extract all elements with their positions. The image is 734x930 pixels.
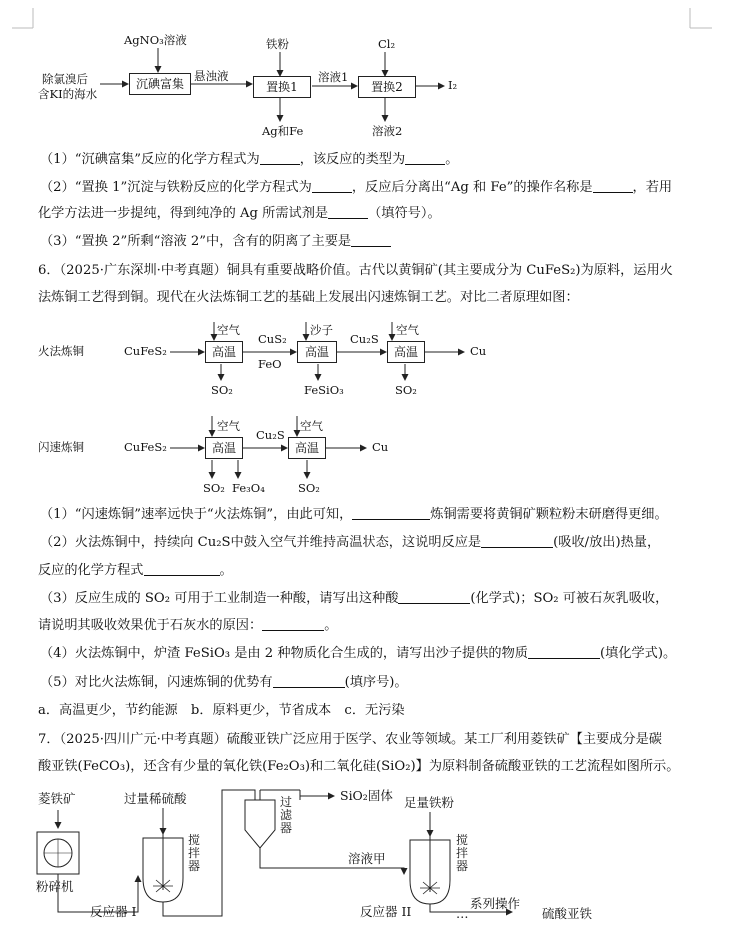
acid-label: 过量稀硫酸: [124, 791, 187, 806]
flash-method-label: 闪速炼铜: [38, 440, 84, 454]
so2-fire-2: SO₂: [395, 383, 417, 397]
stirrer-2-label: 搅拌器: [456, 833, 469, 873]
q7-intro-1: 7．（2025·四川广元·中考真题）硫酸亚铁广泛应用于医学、农业等领域。某工厂利用菱铁矿【主要成分是碳: [38, 732, 662, 747]
solution2-label: 溶液2: [372, 124, 403, 138]
box-iodine-enrich: 沉碘富集: [129, 73, 191, 95]
cu-flash: Cu: [372, 440, 389, 454]
cu2s-fire: Cu₂S: [350, 332, 379, 346]
q6-part1: （1）“闪速炼铜”速率远快于“火法炼铜”，由此可知， 炼铜需要将黄铜矿颗粒粉末研磨得更细。: [40, 507, 668, 522]
q5-part1: （1）“沉碘富集”反应的化学方程式为 ，该反应的类型为 。: [40, 152, 459, 167]
cufes2-flash: CuFeS₂: [124, 440, 167, 454]
fesio3-label: FeSiO₃: [304, 383, 344, 397]
box-replace2: 置换2: [358, 76, 416, 98]
furnace-flash-1: 高温: [205, 437, 243, 459]
air-4: 空气: [300, 419, 323, 433]
arrow1-label: 悬浊液: [194, 69, 229, 83]
q5-part2-cont: 化学方法进一步提纯，得到纯净的 Ag 所需试剂是 （填符号）。: [38, 206, 441, 221]
crusher-label: 粉碎机: [36, 879, 74, 894]
reactor-2-label: 反应器 II: [360, 904, 412, 919]
feo-label: FeO: [258, 357, 282, 371]
sio2-solid-label: SiO₂固体: [340, 788, 393, 803]
reactor-1-label: 反应器 I: [90, 904, 137, 919]
input-line2: 含KI的海水: [38, 87, 98, 101]
furnace-fire-2: 高温: [297, 341, 337, 363]
cu2s-flash: Cu₂S: [256, 428, 285, 442]
cl2-label: Cl₂: [378, 37, 396, 51]
arrow2-label: 溶液1: [318, 70, 349, 84]
cufes2-fire: CuFeS₂: [124, 344, 167, 358]
furnace-flash-2: 高温: [288, 437, 326, 459]
q6-part2: （2）火法炼铜中，持续向 Cu₂S中鼓入空气并维持高温状态，这说明反应是 (吸收/放出)热量，: [40, 535, 661, 550]
air-3: 空气: [217, 419, 240, 433]
ag-fe-label: Ag和Fe: [262, 124, 304, 138]
agno3-label: AgNO₃溶液: [124, 33, 187, 47]
cu-fire: Cu: [470, 344, 487, 358]
dots-label: …: [456, 906, 469, 921]
i2-label: I₂: [448, 78, 458, 92]
iron-powder-q7: 足量铁粉: [404, 795, 455, 810]
q5-part2: （2）“置换 1”沉淀与铁粉反应的化学方程式为 ，反应后分离出“Ag 和 Fe”的操作名称是 ，若用: [40, 180, 673, 195]
box-replace1: 置换1: [253, 76, 311, 98]
q6-intro-2: 法炼铜工艺得到铜。现代在火法炼铜工艺的基础上发展出闪速炼铜工艺。对比二者原理如图：: [38, 290, 579, 305]
furnace-fire-1: 高温: [205, 341, 243, 363]
stirrer-1-label: 搅拌器: [188, 833, 201, 873]
cus2-label: CuS₂: [258, 332, 287, 346]
so2-fire-1: SO₂: [211, 383, 233, 397]
sand-label: 沙子: [310, 323, 333, 337]
q6-part4: （4）火法炼铜中，炉渣 FeSiO₃ 是由 2 种物质化合生成的，请写出沙子提供的物质 (填化学式)。: [40, 646, 677, 661]
q6-part3: （3）反应生成的 SO₂ 可用于工业制造一种酸，请写出这种酸 (化学式)；SO₂ 可被石灰乳吸收，: [40, 591, 669, 606]
q6-part5: （5）对比火法炼铜，闪速炼铜的优势有 (填序号)。: [40, 675, 408, 690]
series-operation-label: 系列操作: [470, 896, 521, 911]
q6-intro-1: 6．（2025·广东深圳·中考真题）铜具有重要战略价值。古代以黄铜矿(其主要成分为 CuFeS₂)为原料，运用火: [38, 263, 673, 278]
furnace-fire-3: 高温: [387, 341, 425, 363]
air-1: 空气: [217, 323, 240, 337]
solution-a-label: 溶液甲: [348, 851, 386, 866]
q7-intro-2: 酸亚铁(FeCO₃)，还含有少量的氧化铁(Fe₂O₃)和二氧化硅(SiO₂)】为原料制备硫酸亚铁的工艺流程如图所示。: [38, 759, 680, 774]
so2-flash-1: SO₂: [203, 481, 225, 495]
input-line1: 除氯溴后: [42, 72, 88, 86]
iron-powder-label: 铁粉: [266, 37, 289, 51]
filter-label: 过滤器: [280, 795, 293, 835]
fire-method-label: 火法炼铜: [38, 344, 84, 358]
air-2: 空气: [396, 323, 419, 337]
q5-part3: （3）“置换 2”所剩“溶液 2”中，含有的阴离了主要是: [40, 233, 391, 251]
so2-flash-2: SO₂: [298, 481, 320, 495]
siderite-label: 菱铁矿: [38, 791, 76, 806]
q6-part3-cont: 请说明其吸收效果优于石灰水的原因： 。: [38, 618, 338, 633]
q6-options: a．高温更少，节约能源 b．原料更少，节省成本 c．无污染: [38, 703, 405, 718]
q6-part2-cont: 反应的化学方程式 。: [38, 563, 233, 578]
fe3o4-label: Fe₃O₄: [232, 481, 265, 495]
product-label: 硫酸亚铁: [542, 906, 593, 921]
